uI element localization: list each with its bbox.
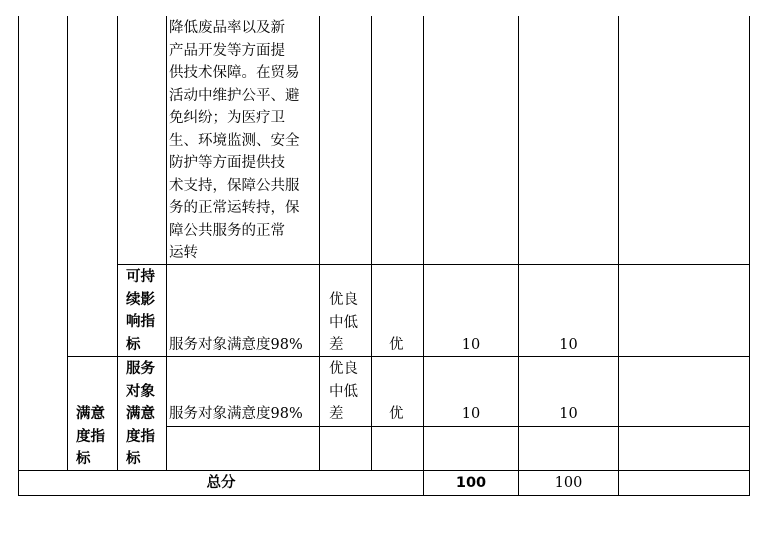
- total-weight-cell: 100: [455, 475, 487, 491]
- category-line: 度指: [76, 428, 105, 445]
- sustain-category-cell: [126, 266, 155, 356]
- category-line: 对象: [126, 383, 155, 400]
- desc-line: 活动中维护公平、避: [169, 87, 300, 104]
- desc-line: 防护等方面提供技: [169, 155, 285, 171]
- category-line: 满意: [76, 406, 105, 422]
- standard-line: 中低: [329, 314, 358, 331]
- desc-line: 产品开发等方面提: [169, 42, 285, 59]
- col-line-5: [371, 16, 372, 471]
- category-line: 度指: [126, 428, 155, 445]
- category-line: 标: [126, 336, 141, 353]
- category-line: 可持: [126, 269, 155, 285]
- satisfaction-score-cell: 10: [559, 406, 578, 422]
- satisfaction-top-category-cell: [76, 403, 105, 471]
- sustain-grade-cell: 优: [389, 337, 404, 353]
- desc-line: 生、环境监测、安全: [169, 132, 300, 149]
- satisfaction-weight-cell: 10: [461, 406, 481, 422]
- satisfaction-standard-cell: [329, 358, 358, 426]
- desc-line: 务的正常运转持，保: [169, 200, 300, 216]
- sustain-indicator-cell: 服务对象满意度98%: [169, 337, 303, 353]
- standard-line: 中低: [329, 383, 358, 400]
- desc-line: 免纠纷；为医疗卫: [169, 110, 285, 126]
- description-cell: [169, 17, 300, 265]
- sustain-standard-cell: [329, 289, 358, 357]
- col-line-2: [117, 16, 118, 471]
- col-line-8: [618, 16, 619, 496]
- col-line-9: [749, 16, 750, 496]
- desc-line: 降低废品率以及新: [169, 20, 285, 36]
- total-score-cell: 100: [554, 475, 583, 491]
- standard-line: 差: [329, 337, 344, 353]
- category-line: 满意: [126, 406, 155, 422]
- col-line-0: [18, 16, 19, 496]
- col-line-3: [166, 16, 167, 471]
- total-label-cell: 总分: [206, 475, 236, 491]
- category-line: 响指: [126, 314, 155, 330]
- sustain-weight-cell: 10: [461, 337, 481, 353]
- desc-line: 供技术保障。在贸易: [169, 65, 300, 81]
- satisfaction-indicator-cell: 服务对象满意度98%: [169, 406, 303, 422]
- col-line-4: [319, 16, 320, 471]
- row-line-total-bottom: [18, 495, 749, 496]
- satisfaction-grade-cell: 优: [389, 406, 404, 422]
- category-line: 续影: [126, 291, 155, 308]
- standard-line: 优良: [329, 292, 358, 308]
- category-line: 标: [76, 451, 91, 467]
- satisfaction-category-cell: [126, 358, 155, 471]
- sustain-score-cell: 10: [559, 337, 578, 353]
- category-line: 服务: [126, 361, 155, 377]
- desc-line: 运转: [169, 245, 198, 261]
- col-line-1: [67, 16, 68, 471]
- standard-line: 差: [329, 406, 344, 422]
- category-line: 标: [126, 451, 141, 467]
- standard-line: 优良: [329, 361, 358, 377]
- row-line-satisfaction-mid: [166, 426, 749, 427]
- desc-line: 术支持，保障公共服: [169, 177, 300, 194]
- desc-line: 障公共服务的正常: [169, 222, 285, 239]
